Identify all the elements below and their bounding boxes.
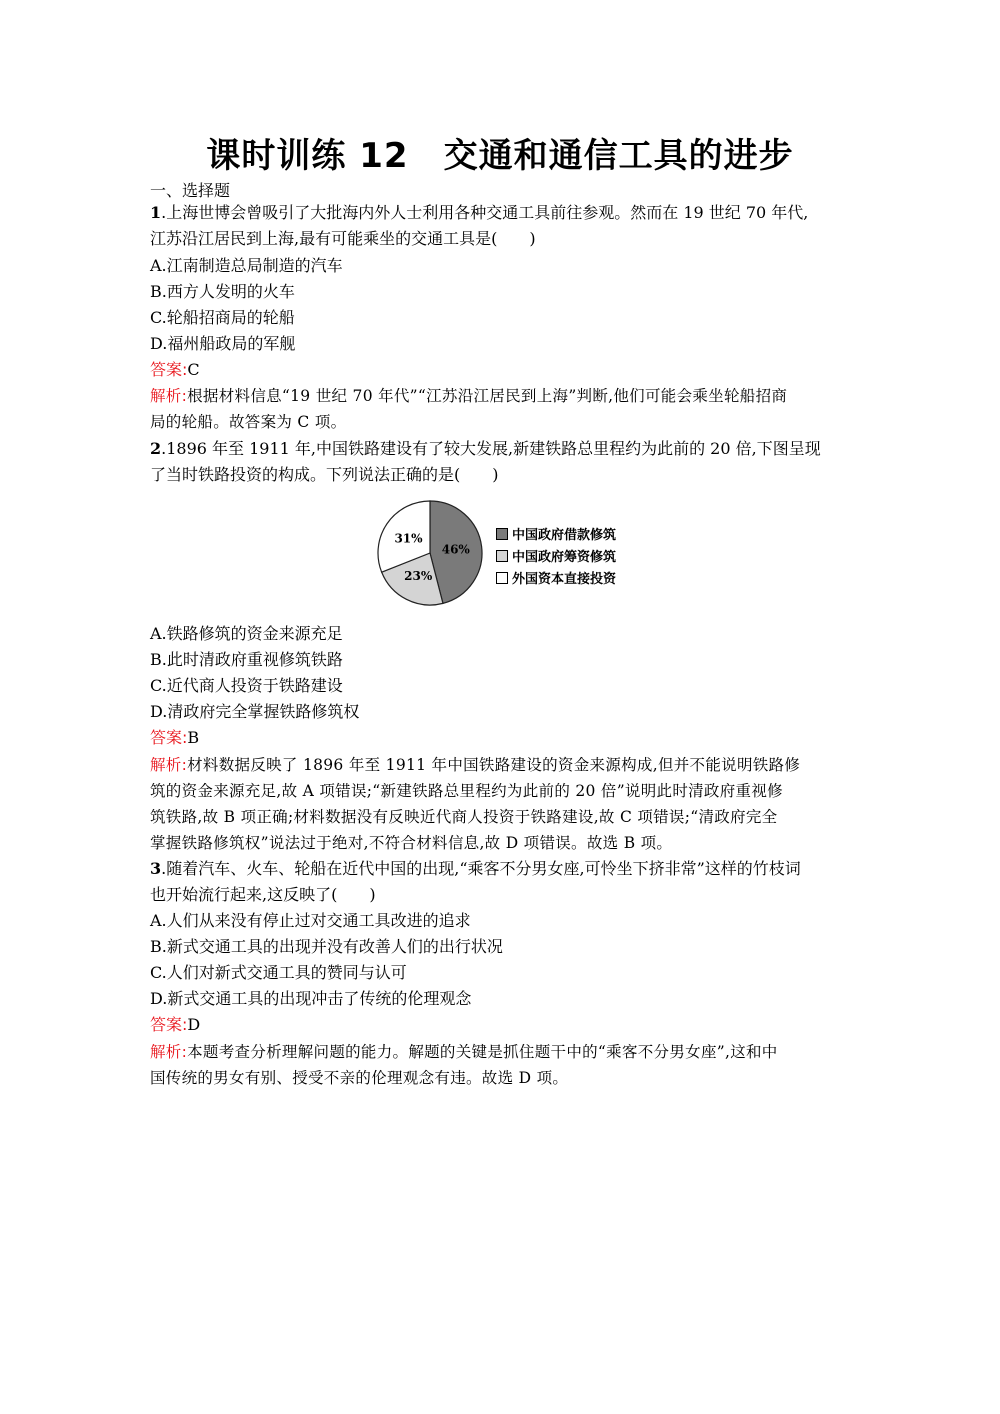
question-3-explanation-line2: 国传统的男女有别、授受不亲的伦理观念有违。故选 D 项。 xyxy=(150,1069,569,1087)
question-3-option-d: D.新式交通工具的出现冲击了传统的伦理观念 xyxy=(150,989,472,1008)
question-3-stem-line1 xyxy=(150,859,801,879)
question-1-answer xyxy=(150,360,200,380)
legend-item-foreign xyxy=(496,568,616,587)
pie-slice-label: 23% xyxy=(404,569,433,584)
pie-slice-label: 46% xyxy=(441,542,470,557)
question-2-option-b: B.此时清政府重视修筑铁路 xyxy=(150,650,343,669)
question-1-explanation-line1 xyxy=(150,386,787,406)
legend-swatch-light xyxy=(496,550,508,562)
question-2-option-c: C.近代商人投资于铁路建设 xyxy=(150,676,343,695)
stem-text: .1896 年至 1911 年,中国铁路建设有了较大发展,新建铁路总里程约为此前的 20 倍,下图呈现 xyxy=(161,439,821,458)
question-1-stem-line1 xyxy=(150,203,808,223)
question-number: 2 xyxy=(150,439,162,458)
question-2-explanation-line3: 筑铁路,故 B 项正确;材料数据没有反映近代商人投资于铁路建设,故 C 项错误;“清政府完全 xyxy=(150,808,778,826)
question-1-explanation-line2: 局的轮船。故答案为 C 项。 xyxy=(150,413,347,431)
question-3-option-a: A.人们从来没有停止过对交通工具改进的追求 xyxy=(150,911,471,930)
explanation-label: 解析: xyxy=(150,756,188,774)
answer-value: C xyxy=(187,360,200,379)
explanation-label: 解析: xyxy=(150,1043,188,1061)
question-3-option-b: B.新式交通工具的出现并没有改善人们的出行状况 xyxy=(150,937,503,956)
question-number: 3 xyxy=(150,859,162,878)
question-2-explanation-line4: 掌握铁路修筑权”说法过于绝对,不符合材料信息,故 D 项错误。故选 B 项。 xyxy=(150,834,673,852)
question-1-option-a: A.江南制造总局制造的汽车 xyxy=(150,256,343,275)
legend-item-loans xyxy=(496,524,616,543)
question-3-option-c: C.人们对新式交通工具的赞同与认可 xyxy=(150,963,407,982)
question-number: 1 xyxy=(150,203,162,222)
question-2-explanation-line2: 筑的资金来源充足,故 A 项错误;“新建铁路总里程约为此前的 20 倍”说明此时清政府重视修 xyxy=(150,782,783,800)
answer-label: 答案: xyxy=(150,360,188,379)
answer-label: 答案: xyxy=(150,1015,188,1034)
legend-item-self-funded xyxy=(496,546,616,565)
legend-label: 外国资本直接投资 xyxy=(512,572,617,587)
pie-chart xyxy=(375,498,635,608)
legend-label: 中国政府借款修筑 xyxy=(512,528,617,543)
legend-swatch-dark xyxy=(496,528,508,540)
question-1-option-d: D.福州船政局的军舰 xyxy=(150,334,296,353)
question-3-answer xyxy=(150,1015,200,1035)
pie-slice-label: 31% xyxy=(394,531,423,546)
question-1-option-c: C.轮船招商局的轮船 xyxy=(150,308,295,327)
pie-chart-graphic xyxy=(375,498,495,608)
question-2-stem-line1 xyxy=(150,439,821,459)
question-2-explanation-line1 xyxy=(150,755,800,775)
explanation-text: 本题考查分析理解问题的能力。解题的关键是抓住题干中的“乘客不分男女座”,这和中 xyxy=(187,1043,778,1061)
stem-text: .随着汽车、火车、轮船在近代中国的出现,“乘客不分男女座,可怜坐下挤非常”这样的竹枝词 xyxy=(161,859,801,878)
answer-value: B xyxy=(187,728,200,747)
question-3-stem-line2: 也开始流行起来,这反映了( ) xyxy=(150,885,376,904)
question-2-option-d: D.清政府完全掌握铁路修筑权 xyxy=(150,702,360,721)
question-1-stem-line2: 江苏沿江居民到上海,最有可能乘坐的交通工具是( ) xyxy=(150,229,536,248)
answer-value: D xyxy=(187,1015,201,1034)
question-2-answer xyxy=(150,728,199,748)
section-heading: 一、选择题 xyxy=(150,181,231,200)
question-1-option-b: B.西方人发明的火车 xyxy=(150,282,295,301)
explanation-label: 解析: xyxy=(150,387,188,405)
stem-text: .上海世博会曾吸引了大批海内外人士利用各种交通工具前往参观。然而在 19 世纪 70 年代, xyxy=(161,203,809,222)
legend-swatch-white xyxy=(496,572,508,584)
page-title: 课时训练 12 交通和通信工具的进步 xyxy=(206,136,794,176)
question-3-explanation-line1 xyxy=(150,1042,778,1062)
answer-label: 答案: xyxy=(150,728,188,747)
legend-label: 中国政府筹资修筑 xyxy=(512,550,617,565)
explanation-text: 根据材料信息“19 世纪 70 年代”“江苏沿江居民到上海”判断,他们可能会乘坐轮船招商 xyxy=(187,387,788,405)
question-2-stem-line2: 了当时铁路投资的构成。下列说法正确的是( ) xyxy=(150,465,499,484)
question-2-option-a: A.铁路修筑的资金来源充足 xyxy=(150,624,343,643)
explanation-text: 材料数据反映了 1896 年至 1911 年中国铁路建设的资金来源构成,但并不能说明铁路修 xyxy=(187,756,801,774)
